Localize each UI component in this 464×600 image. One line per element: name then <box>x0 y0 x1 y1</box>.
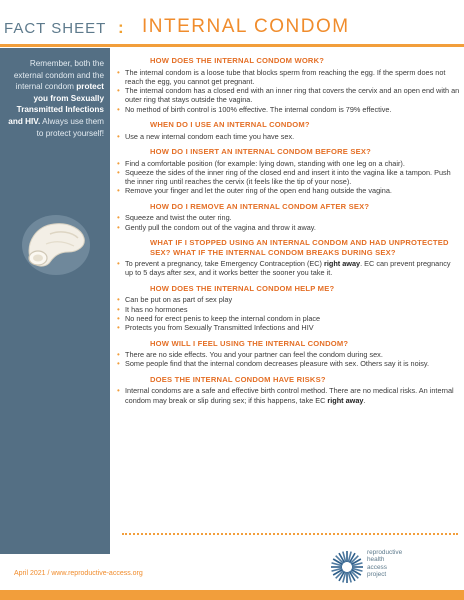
sidebar-text-emphasis: protect you from Sexually Transmitted Infections and HIV. <box>8 82 104 126</box>
list-item: • Squeeze and twist the outer ring. <box>116 213 460 222</box>
list-item-emphasis: right away <box>327 395 364 405</box>
bullet-list <box>116 386 460 405</box>
list-item: • Use a new internal condom each time you have sex. <box>116 132 460 141</box>
sidebar-text-outro: Always use them to protect yourself! <box>36 116 104 138</box>
section-heading: WHAT IF I STOPPED USING AN INTERNAL CONDOM AND HAD UNPROTECTED SEX? WHAT IF THE INTERNAL CONDOM BREAKS DURING SEX? <box>150 237 449 257</box>
footer-date-url: April 2021 / www.reproductive-access.org <box>14 570 143 577</box>
list-item-text: To prevent a pregnancy, take Emergency Contraception (EC) <box>125 259 325 269</box>
bullet-list <box>116 68 460 114</box>
list-item: • Gently pull the condom out of the vagina and throw it away. <box>116 223 460 232</box>
main-content <box>116 56 460 411</box>
header-rule <box>0 44 464 47</box>
list-item-text: Internal condoms are a safe and effective birth control method. There are no medical risks. An internal condom may break or slip during sex; if this happens, take EC <box>125 386 454 405</box>
list-item: • It has no hormones <box>116 305 460 314</box>
page-title: INTERNAL CONDOM <box>142 16 350 37</box>
list-item: • The internal condom is a loose tube that blocks sperm from reaching the egg. If the sperm does not reach the egg, you cannot get pregnant. <box>116 68 460 87</box>
footer-bar <box>0 590 464 600</box>
list-item: • There are no side effects. You and your partner can feel the condom during sex. <box>116 350 460 359</box>
list-item <box>116 259 460 278</box>
bullet-list <box>116 132 460 141</box>
list-item: • Can be put on as part of sex play <box>116 295 460 304</box>
section-gap <box>116 405 460 411</box>
bullet-list <box>116 295 460 332</box>
list-item-text: . EC can prevent pregnancy up to 5 days after sex, and it works better the sooner you take it. <box>125 259 451 278</box>
bullet-list <box>116 350 460 369</box>
section-heading: HOW DO I REMOVE AN INTERNAL CONDOM AFTER SEX? <box>150 201 370 211</box>
header-separator: : <box>118 18 124 37</box>
bullet-list <box>116 159 460 196</box>
list-item: • No method of birth control is 100% effective. The internal condom is 79% effective. <box>116 105 460 114</box>
logo-line: health <box>367 556 385 564</box>
list-item: • Find a comfortable position (for example: lying down, standing with one leg on a chair). <box>116 159 460 168</box>
bullet-list <box>116 213 460 232</box>
list-item: • Squeeze the sides of the inner ring of the closed end and insert it into the vagina like a tampon. Push the inner ring until reaches the cervix (it feels like the tip of your nose). <box>116 168 460 187</box>
list-item: • Remove your finger and let the outer ring of the open end hang outside the vagina. <box>116 186 460 195</box>
sidebar <box>0 48 110 554</box>
sidebar-text-intro: Remember, both the external condom and the internal condom <box>13 59 104 92</box>
section-heading: DOES THE INTERNAL CONDOM HAVE RISKS? <box>150 374 326 384</box>
list-item: • Protects you from Sexually Transmitted Infections and HIV <box>116 323 460 332</box>
dotted-divider <box>122 533 458 535</box>
logo-line: project <box>367 571 387 579</box>
list-item: • Some people find that the internal condom decreases pleasure with sex. Others say it is noisy. <box>116 359 460 368</box>
rhap-logo-icon <box>330 550 364 584</box>
section-heading: HOW DOES THE INTERNAL CONDOM HELP ME? <box>150 283 335 293</box>
list-item-text: . <box>363 395 366 405</box>
bullet-list <box>116 259 460 278</box>
list-item: • The internal condom has a closed end with an inner ring that covers the cervix and an open end with an outer ring that stays outside the vagina. <box>116 86 460 105</box>
section-heading: HOW WILL I FEEL USING THE INTERNAL CONDOM? <box>150 338 349 348</box>
section-heading: WHEN DO I USE AN INTERNAL CONDOM? <box>150 120 310 130</box>
list-item <box>116 386 460 405</box>
logo-line: reproductive <box>367 549 403 556</box>
section-heading: HOW DO I INSERT AN INTERNAL CONDOM BEFORE SEX? <box>150 146 371 156</box>
sidebar-reminder <box>6 58 104 139</box>
fact-sheet-label: FACT SHEET <box>4 20 107 37</box>
logo-text <box>367 549 402 579</box>
list-item: • No need for erect penis to keep the internal condom in place <box>116 314 460 323</box>
logo-line: access <box>367 563 387 571</box>
list-item-emphasis: right away <box>324 259 361 269</box>
internal-condom-photo <box>20 212 92 278</box>
section-heading: HOW DOES THE INTERNAL CONDOM WORK? <box>150 56 325 65</box>
